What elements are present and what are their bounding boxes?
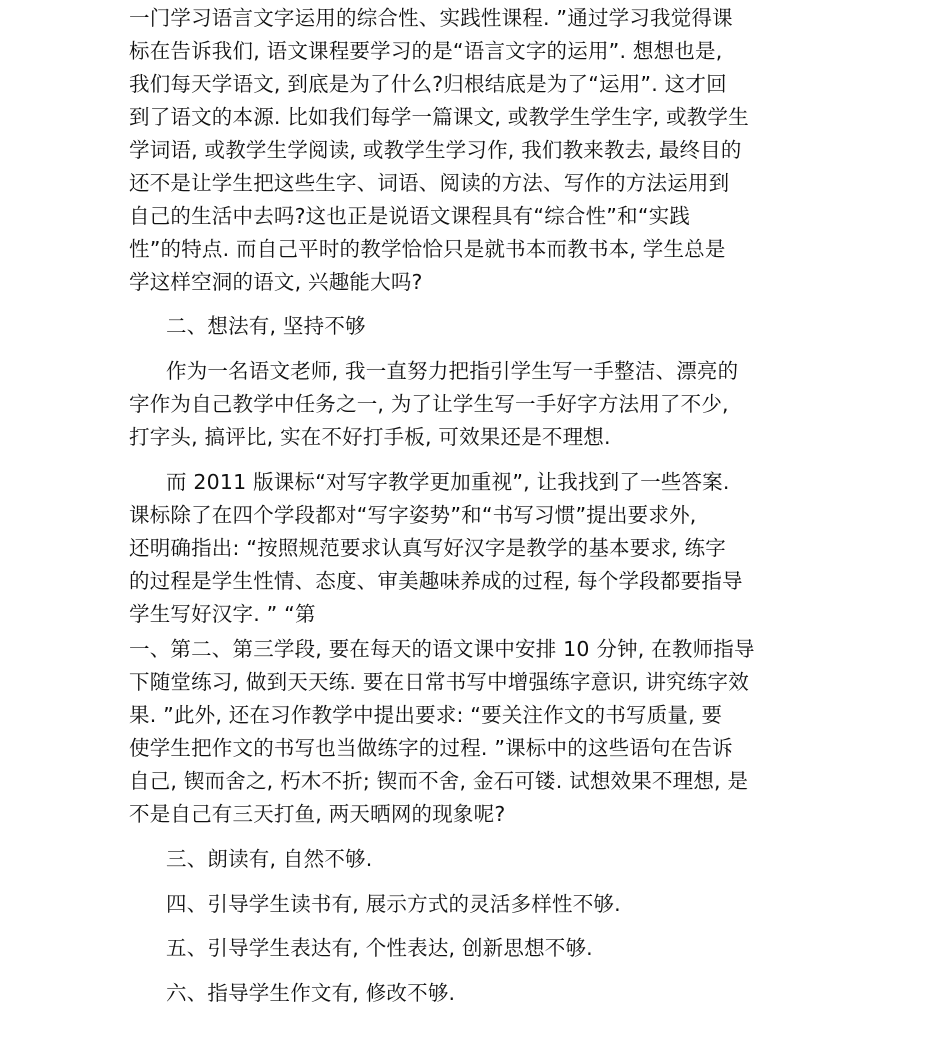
text-line: 还不是让学生把这些生字、词语、阅读的方法、写作的方法运用到 [129,171,730,195]
text-line: 下随堂练习, 做到天天练. 要在日常书写中增强练字意识, 讲究练字效 [129,670,749,694]
text-line: 自己的生活中去吗?这也正是说语文课程具有“综合性”和“实践 [129,204,691,228]
heading-line: 六、指导学生作文有, 修改不够. [166,981,456,1005]
heading-line: 三、朗读有, 自然不够. [166,847,373,871]
text-line: 而 2011 版课标“对写字教学更加重视”, 让我找到了一些答案. [166,470,730,494]
text-line: 不是自己有三天打鱼, 两天晒网的现象呢? [129,802,506,826]
heading-line: 四、引导学生读书有, 展示方式的灵活多样性不够. [166,892,621,916]
text-line: 自己, 锲而舍之, 朽木不折; 锲而不舍, 金石可镂. 试想效果不理想, 是 [129,769,749,793]
text-line: 我们每天学语文, 到底是为了什么?归根结底是为了“运用”. 这才回 [129,72,727,96]
text-line: 一门学习语言文字运用的综合性、实践性课程. ”通过学习我觉得课 [129,6,733,30]
heading-line: 五、引导学生表达有, 个性表达, 创新思想不够. [166,936,593,960]
text-line: 学生写好汉字. ” “第 [129,602,316,626]
text-line: 标在告诉我们, 语文课程要学习的是“语言文字的运用”. 想想也是, [129,39,723,63]
text-line: 打字头, 搞评比, 实在不好打手板, 可效果还是不理想. [129,425,611,449]
text-line: 使学生把作文的书写也当做练字的过程. ”课标中的这些语句在告诉 [129,736,733,760]
heading-line: 二、想法有, 坚持不够 [166,314,366,338]
text-line: 的过程是学生性情、态度、审美趣味养成的过程, 每个学段都要指导 [129,569,743,593]
text-line: 果. ”此外, 还在习作教学中提出要求: “要关注作文的书写质量, 要 [129,703,723,727]
text-line: 还明确指出: “按照规范要求认真写好汉字是教学的基本要求, 练字 [129,536,726,560]
text-line: 作为一名语文老师, 我一直努力把指引学生写一手整洁、漂亮的 [166,359,739,383]
text-line: 到了语文的本源. 比如我们每学一篇课文, 或教学生学生字, 或教学生 [129,105,749,129]
text-line: 性”的特点. 而自己平时的教学恰恰只是就书本而教书本, 学生总是 [129,237,726,261]
text-line: 学这样空洞的语文, 兴趣能大吗? [129,270,423,294]
text-line: 一、第二、第三学段, 要在每天的语文课中安排 10 分钟, 在教师指导 [129,637,755,661]
text-line: 课标除了在四个学段都对“写字姿势”和“书写习惯”提出要求外, [129,503,697,527]
text-line: 字作为自己教学中任务之一, 为了让学生写一手好字方法用了不少, [129,392,729,416]
text-line: 学词语, 或教学生学阅读, 或教学生学习作, 我们教来教去, 最终目的 [129,138,742,162]
